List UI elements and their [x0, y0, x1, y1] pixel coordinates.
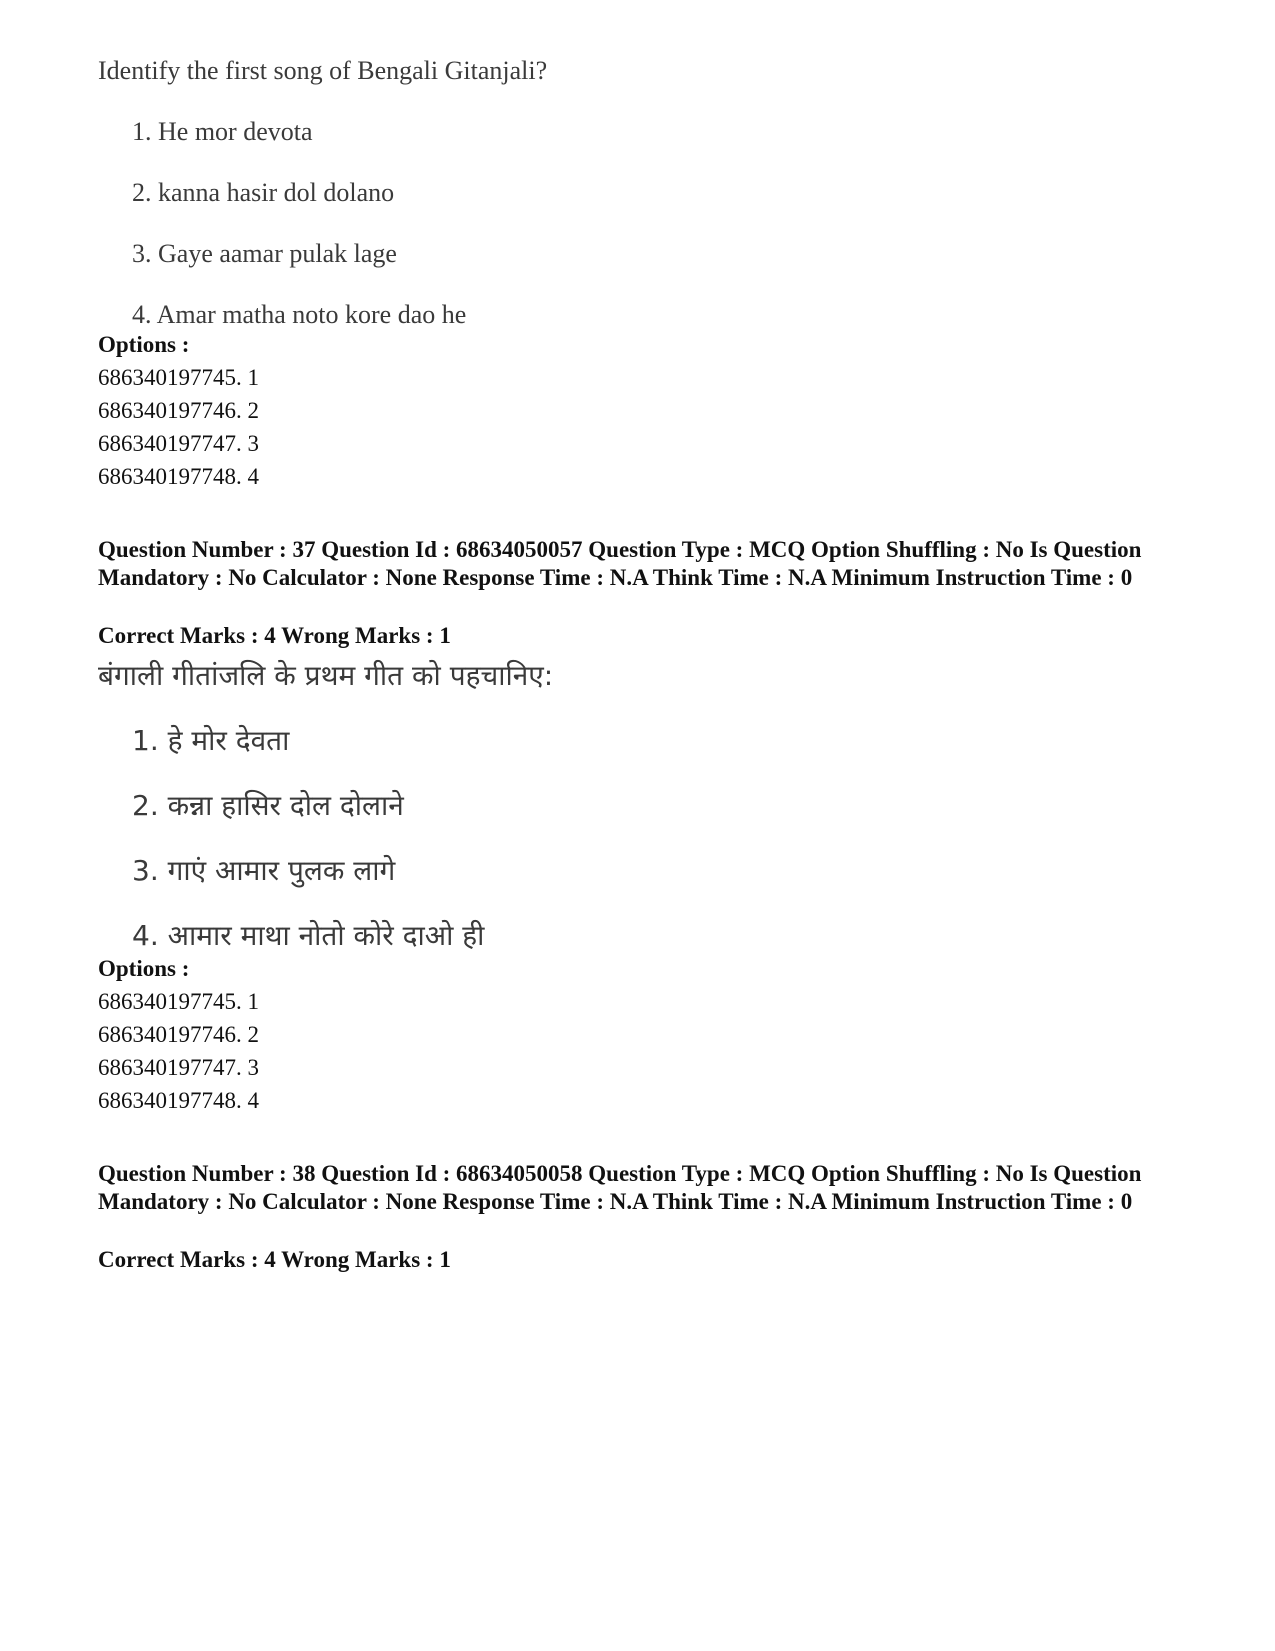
question-meta: Question Number : 37 Question Id : 68634050057 Question Type : MCQ Option Shuffling : No Is Question Mandatory : No Calculator : None Response Time : N.A Think Time : N.A Minimum Instruction Time : 0 — [98, 537, 1142, 590]
question-item: 2. kanna hasir dol dolano — [132, 178, 395, 207]
question-item: 1. हे मोर देवता — [132, 724, 290, 757]
options-label: Options : — [98, 956, 190, 981]
question-item: 1. He mor devota — [132, 117, 313, 146]
question-text: Identify the first song of Bengali Gitanjali? — [98, 56, 548, 85]
question-marks: Correct Marks : 4 Wrong Marks : 1 — [98, 1247, 451, 1272]
question-marks: Correct Marks : 4 Wrong Marks : 1 — [98, 623, 451, 648]
question-item: 3. Gaye aamar pulak lage — [132, 239, 397, 268]
question-text: बंगाली गीतांजलि के प्रथम गीत को पहचानिए: — [98, 659, 554, 692]
option-item: 686340197747. 3 — [98, 1055, 259, 1080]
option-item: 686340197746. 2 — [98, 1022, 259, 1047]
option-item: 686340197747. 3 — [98, 431, 259, 456]
question-meta: Question Number : 38 Question Id : 68634050058 Question Type : MCQ Option Shuffling : No Is Question Mandatory : No Calculator : None Response Time : N.A Think Time : N.A Minimum Instruction Time : 0 — [98, 1161, 1142, 1214]
options-label: Options : — [98, 332, 190, 357]
question-item: 3. गाएं आमार पुलक लागे — [132, 854, 396, 887]
option-item: 686340197745. 1 — [98, 989, 259, 1014]
option-item: 686340197746. 2 — [98, 398, 259, 423]
question-item: 4. आमार माथा नोतो कोरे दाओ ही — [132, 919, 485, 952]
question-item: 2. कन्ना हासिर दोल दोलाने — [132, 789, 404, 822]
question-item: 4. Amar matha noto kore dao he — [132, 300, 467, 329]
option-item: 686340197748. 4 — [98, 1088, 259, 1113]
option-item: 686340197748. 4 — [98, 464, 259, 489]
option-item: 686340197745. 1 — [98, 365, 259, 390]
